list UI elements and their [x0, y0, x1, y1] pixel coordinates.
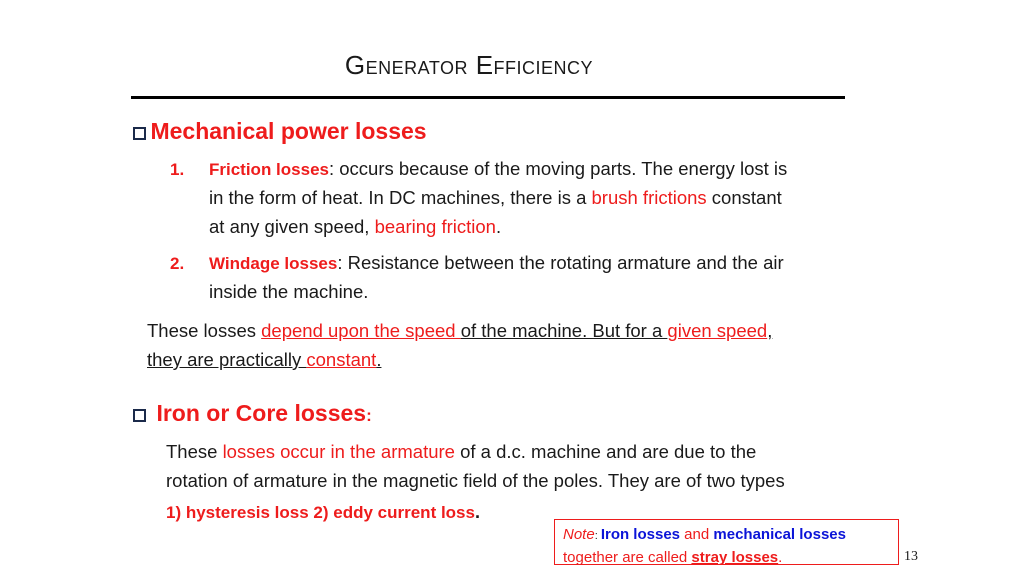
friction-line-1	[209, 158, 787, 180]
friction-term: Friction losses	[209, 160, 329, 179]
item-number-2: 2.	[170, 254, 185, 273]
note-mechanical-losses: mechanical losses	[713, 526, 846, 543]
windage-line-1-text: : Resistance between the rotating armature and the air	[337, 252, 784, 273]
iron-heading-colon: :	[366, 406, 372, 425]
brush-frictions-text: brush frictions	[591, 187, 707, 208]
iron-types-line	[166, 502, 480, 523]
iron-heading-row	[133, 400, 372, 427]
summary-text-a: These losses	[147, 320, 262, 341]
summary-text-e: .	[376, 349, 382, 370]
note-line-1	[563, 524, 898, 547]
iron-types-text: 1) hysteresis loss 2) eddy current loss	[166, 503, 475, 522]
note-iron-losses: Iron losses	[600, 526, 681, 543]
stray-losses-text: stray losses	[691, 549, 779, 566]
friction-line-2-text-b: constant	[706, 187, 782, 208]
mechanical-heading: Mechanical power losses	[150, 118, 427, 144]
friction-line-3-text-a: at any given speed,	[209, 216, 375, 237]
iron-line-2: rotation of armature in the magnetic field of the poles. They are of two types	[166, 470, 785, 491]
summary-text-d: they are practically	[147, 349, 307, 370]
iron-types-period: .	[474, 502, 480, 522]
bearing-friction-text: bearing friction	[374, 216, 496, 237]
given-speed-text: given speed	[667, 320, 768, 341]
title-divider	[131, 96, 845, 99]
note-box	[554, 519, 899, 565]
constant-text: constant	[306, 349, 377, 370]
note-colon: :	[594, 530, 601, 542]
losses-occur-armature-text: losses occur in the armature	[222, 441, 455, 462]
friction-line-3	[209, 216, 501, 238]
friction-line-1-text: : occurs because of the moving parts. The energy lost is	[328, 158, 788, 179]
iron-heading: Iron or Core losses	[156, 400, 367, 426]
note-line-2-text-a: together are called	[563, 549, 692, 566]
page-number: 13	[904, 549, 918, 564]
iron-line-1-text-b: of a d.c. machine and are due to the	[454, 441, 757, 462]
checkbox-bullet-icon	[133, 127, 146, 140]
windage-line-2: inside the machine.	[209, 281, 369, 302]
windage-term: Windage losses	[209, 254, 338, 273]
friction-line-2	[209, 187, 782, 209]
note-label: Note	[563, 526, 595, 543]
slide-title: Generator Efficiency	[344, 50, 594, 80]
note-line-2	[563, 547, 898, 568]
checkbox-bullet-icon	[133, 409, 146, 422]
iron-line-1-text-a: These	[166, 441, 223, 462]
note-line-2-text-b: .	[778, 549, 783, 566]
mechanical-summary-line-2	[147, 349, 381, 371]
iron-line-1	[166, 441, 756, 463]
depend-upon-speed-text: depend upon the speed	[261, 320, 461, 341]
summary-text-b: of the machine. But for a	[460, 320, 668, 341]
friction-line-2-text-a: in the form of heat. In DC machines, there is a	[209, 187, 592, 208]
windage-line-1	[209, 252, 784, 274]
mechanical-heading-row	[133, 118, 427, 145]
item-number-1: 1.	[170, 160, 185, 179]
summary-text-c: ,	[767, 320, 773, 341]
friction-line-3-text-b: .	[495, 216, 502, 237]
mechanical-summary-line-1	[147, 320, 772, 342]
note-and: and	[680, 526, 714, 543]
